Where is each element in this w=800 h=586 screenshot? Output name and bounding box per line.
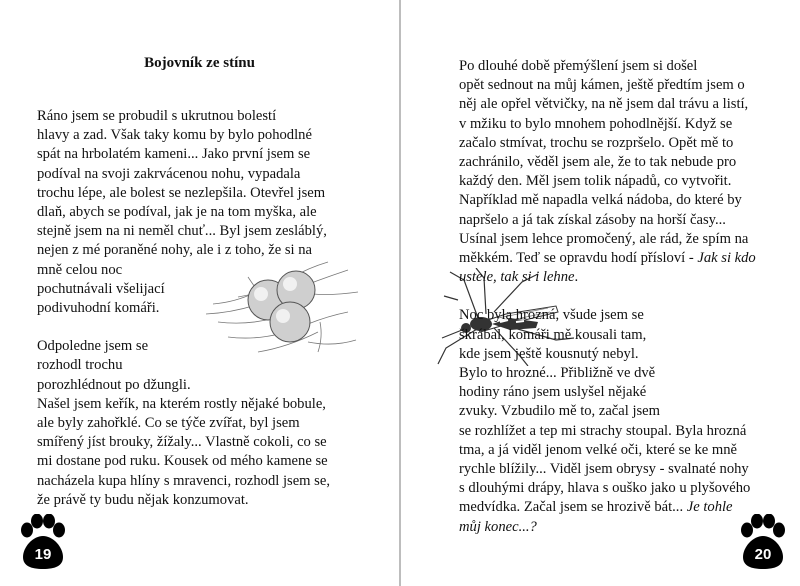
text-line: Našel jsem keřík, na kterém rostly nějaké bobule,	[37, 395, 326, 412]
text-line: že právě ty budu nějak konzumovat.	[37, 491, 249, 508]
page-number: 20	[754, 546, 772, 563]
text-segment: .	[574, 269, 579, 286]
text-line: rozhodl trochu	[37, 357, 123, 374]
text-line	[459, 402, 756, 421]
text-line	[459, 364, 756, 383]
text-segment: každý den. Měl jsem tolik nápadů, co vytvořit.	[459, 173, 732, 190]
text-line	[459, 95, 756, 114]
text-segment: Například mě napadla velká nádoba, do které by	[459, 192, 742, 209]
text-segment: Bylo to hrozné... Přibližně ve dvě	[459, 365, 656, 381]
text-line: podíval na svoji zakrvácenou nohu, vypadala	[37, 165, 301, 182]
italic-text: Je tohle	[686, 499, 733, 516]
text-line	[459, 345, 756, 364]
text-line: smířený jíst brouky, žížaly... Vlastně cokoli, co se	[37, 434, 327, 451]
text-line	[459, 249, 756, 268]
text-line: nacházela kupa hlíny s mravenci, rozhodl jsem se,	[37, 472, 330, 489]
berries-illustration	[198, 252, 366, 360]
text-line	[459, 306, 756, 325]
italic-text: ustele, tak si i lehne	[459, 269, 575, 286]
text-line: stejně jsem na ni neměl chuť... Byl jsem zesláblý,	[37, 223, 327, 240]
text-segment: medvídka. Začal jsem se hrozivě bát...	[459, 499, 687, 516]
text-line	[459, 326, 756, 345]
text-line: pochutnávali všelijací	[37, 280, 165, 297]
text-line: porozhlédnout po džungli.	[37, 376, 191, 393]
text-segment: zvuky. Vzbudilo mě to, začal jsem	[459, 403, 661, 420]
right-page-text	[459, 57, 756, 537]
text-line	[459, 76, 756, 95]
text-line	[459, 383, 756, 402]
text-line	[459, 479, 756, 498]
text-line: trochu lépe, ale bolest se nezlepšila. Otevřel jsem	[37, 184, 326, 201]
text-segment: tma, a já viděl jenom velké oči, které se ke mně	[459, 441, 737, 458]
chapter-title: Bojovník ze stínu	[144, 55, 255, 71]
text-segment: kde jsem ještě kousnutý nebyl.	[459, 345, 639, 362]
text-segment: Po dlouhé době přemýšlení jsem si došel	[459, 58, 698, 74]
text-line	[459, 518, 756, 537]
text-line	[459, 422, 756, 441]
text-line: podivuhodní komáři.	[37, 299, 160, 316]
text-segment: rychle blížily... Viděl jsem obrysy - svalnaté nohy	[459, 460, 749, 477]
text-line	[459, 211, 756, 230]
text-segment: opět sednout na můj kámen, ještě předtím jsem o	[459, 77, 745, 94]
page-number: 19	[34, 546, 52, 563]
text-line: nejen z mé poraněné nohy, ale i z toho, že si na	[37, 242, 313, 259]
text-line	[459, 230, 756, 249]
text-line: spát na hrbolatém kameni... Jako první jsem se	[37, 146, 311, 163]
paw-icon	[18, 514, 68, 570]
text-segment: napršelo a já tak získal zásoby na horší časy...	[459, 211, 726, 228]
text-line: mi dostane pod ruku. Kousek od mého kamene se	[37, 453, 328, 470]
text-line	[459, 268, 756, 287]
text-line: hlavy a zad. Však taky komu by bylo pohodlné	[37, 127, 312, 144]
text-segment: něj ale opřel větvičky, na ně jsem dal trávu a listí,	[459, 96, 749, 113]
text-line	[459, 172, 756, 191]
text-segment: měkkém. Teď se opravdu hodí přísloví -	[459, 249, 698, 266]
text-segment: zachránilo, věděl jsem ale, že to tak nebude pro	[459, 153, 737, 170]
text-line	[459, 153, 756, 172]
text-segment: Usínal jsem lehce promočený, ale rád, že spím na	[459, 230, 749, 247]
text-line	[459, 134, 756, 153]
italic-text: můj konec...?	[459, 518, 537, 535]
text-line: Odpoledne jsem se	[37, 338, 149, 355]
text-line: Ráno jsem se probudil s ukrutnou bolestí	[37, 108, 277, 124]
text-segment: s dlouhými drápy, hlava s ouško jako u plyšového	[459, 480, 751, 497]
text-line: ale byly zahořklé. Co se týče zvířat, byl jsem	[37, 415, 300, 431]
text-line	[459, 441, 756, 460]
text-line	[459, 460, 756, 479]
text-line: mně celou noc	[37, 261, 123, 278]
text-line	[459, 191, 756, 210]
text-line	[459, 287, 756, 306]
text-segment: Noc byla hrozná, všude jsem se	[459, 307, 644, 324]
text-line	[459, 57, 756, 76]
text-segment: hodiny ráno jsem uslyšel nějaké	[459, 384, 647, 401]
text-line	[459, 498, 756, 517]
text-line: dlaň, abych se podíval, jak je na tom myška, ale	[37, 203, 317, 220]
text-line	[459, 115, 756, 134]
italic-text: Jak si kdo	[697, 249, 756, 266]
left-page	[0, 0, 399, 586]
text-segment: začalo stmívat, trochu se rozpršelo. Opět mě to	[459, 134, 734, 151]
text-segment: škrábal, komáři mě kousali tam,	[459, 326, 647, 343]
text-segment: se rozhlížet a tep mi strachy stoupal. Byla hrozná	[459, 422, 747, 439]
text-segment: v mžiku to bylo mnohem pohodlnější. Když se	[459, 115, 733, 132]
